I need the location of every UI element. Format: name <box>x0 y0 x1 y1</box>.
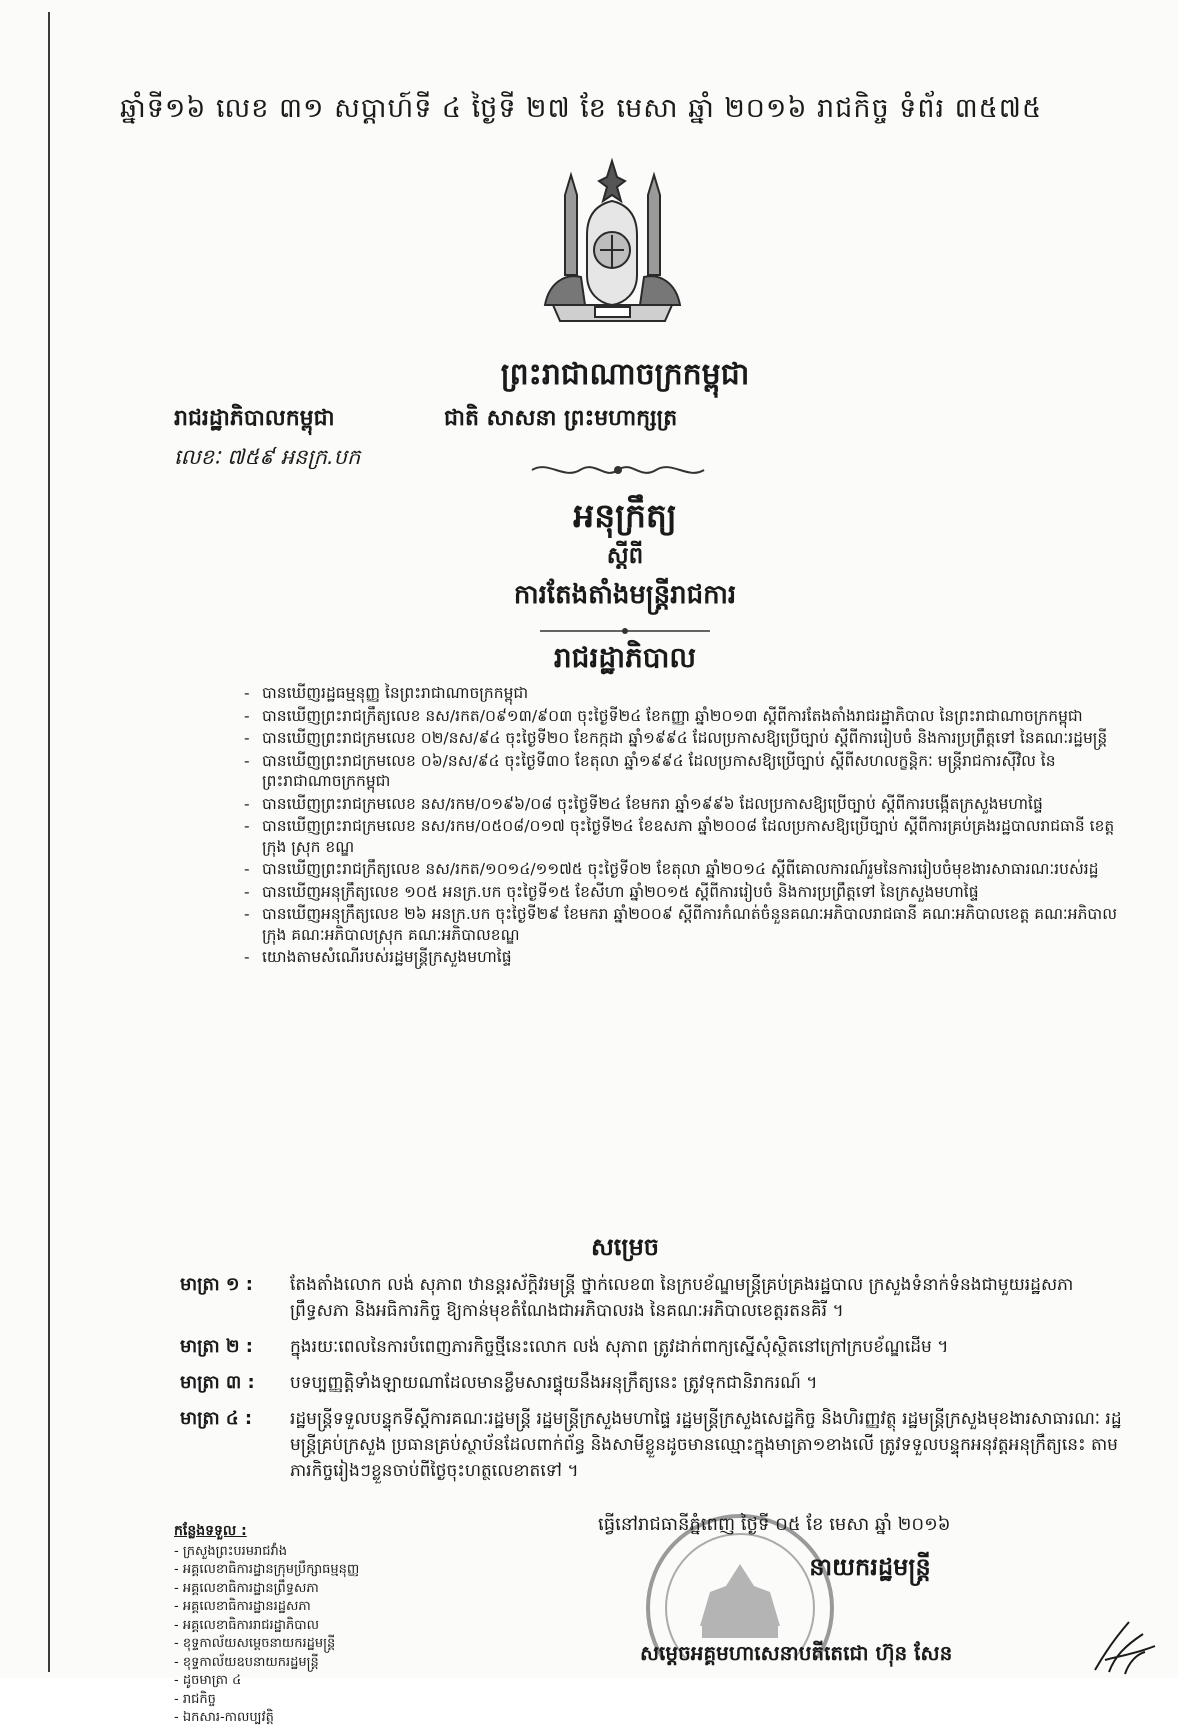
visa-item: - យោងតាមសំណើរបស់រដ្ឋមន្ត្រីក្រសួងមហាផ្ទៃ <box>244 947 1124 968</box>
recipients-title: កន្លែងទទួល : <box>174 1523 247 1539</box>
article-label: មាត្រា ១ : <box>180 1274 253 1295</box>
article-4 <box>180 1406 1130 1484</box>
article-2 <box>180 1334 1130 1360</box>
visa-item: - បានឃើញព្រះរាជក្រមលេខ ០២/នស/៩៤ ចុះថ្ងៃទី២០ ខែកក្កដា ឆ្នាំ១៩៩៤ ដែលប្រកាសឱ្យប្រើច្បាប់ ស្តីពីការរៀបចំ និងការប្រព្រឹត្តទៅ នៃគណៈរដ្ឋមន្ត្រី <box>244 728 1124 749</box>
visa-item: - បានឃើញអនុក្រឹត្យលេខ ១០៥ អនក្រ.បក ចុះថ្ងៃទី១៥ ខែសីហា ឆ្នាំ២០១៥ ស្តីពីការរៀបចំ និងការប្រព្រឹត្តទៅ នៃក្រសួងមហាផ្ទៃ <box>244 882 1124 903</box>
separator-ornament-icon <box>540 626 710 636</box>
visa-item: - បានឃើញព្រះរាជក្រឹត្យលេខ នស/រកត/០៩១៣/៩០៣ ចុះថ្ងៃទី២៤ ខែកញ្ញា ឆ្នាំ២០១៣ ស្តីពីការតែងតាំងរាជរដ្ឋាភិបាល នៃព្រះរាជាណាចក្រកម្ពុជា <box>244 706 1124 727</box>
recipient-item: - ដូចមាត្រា ៤ <box>174 1672 434 1691</box>
recipient-item: - អគ្គលេខាធិការដ្ឋានរដ្ឋសភា <box>174 1598 434 1617</box>
visa-item: - បានឃើញអនុក្រឹត្យលេខ ២៦ អនក្រ.បក ចុះថ្ងៃទី២៩ ខែមករា ឆ្នាំ២០០៩ ស្តីពីការកំណត់ចំនួនគណៈអភិបាលរាជធានី គណៈអភិបាលខេត្ត គណៈអភិបាលក្រុង គណៈអភិបាលស្រុក គណៈអភិបាលខណ្ឌ <box>244 904 1124 945</box>
visa-item: - បានឃើញរដ្ឋធម្មនុញ្ញ នៃព្រះរាជាណាចក្រកម្ពុជា <box>244 683 1124 704</box>
document-type: អនុក្រឹត្យ <box>573 496 677 535</box>
recipient-item: - ខុទ្ទកាល័យសម្តេចនាយករដ្ឋមន្ត្រី <box>174 1635 434 1654</box>
recipient-item: - រាជកិច្ច <box>174 1691 434 1710</box>
article-text: បទប្បញ្ញត្តិទាំងឡាយណាដែលមានខ្លឹមសារផ្ទុយនឹងអនុក្រឹត្យនេះ ត្រូវទុកជានិរាករណ៍ ។ <box>290 1373 818 1393</box>
article-text: តែងតាំងលោក លង់ សុភាព ឋានន្តរស័ក្តិវរមន្ត្រី ថ្នាក់លេខ៣ នៃក្របខ័ណ្ឌមន្ត្រីគ្រប់គ្រងរដ្ឋបាល ក្រសួងទំនាក់ទំនងជាមួយរដ្ឋសភា ព្រឹទ្ធសភា និងអធិការកិច្ច ឱ្យកាន់មុខតំណែងជាអភិបាលរង នៃគណៈអភិបាលខេត្តរតនគិរី ។ <box>290 1275 1074 1321</box>
government-name: រាជរដ្ឋាភិបាលកម្ពុជា <box>174 406 335 431</box>
document-about: ស្តីពី <box>606 543 644 569</box>
visa-item: - បានឃើញព្រះរាជក្រមលេខ ០៦/នស/៩៤ ចុះថ្ងៃទី៣០ ខែតុលា ឆ្នាំ១៩៩៤ ដែលប្រកាសឱ្យប្រើច្បាប់ ស្តីពីសហលក្ខន្តិកៈ មន្ត្រីរាជការស៊ីវិល នៃព្រះរាជាណាចក្រកម្ពុជា <box>244 751 1124 792</box>
decision-heading: សម្រេច <box>590 1233 660 1261</box>
article-label: មាត្រា ៤ : <box>180 1408 253 1429</box>
royal-coat-of-arms-icon <box>525 155 700 335</box>
kingdom-title: ព្រះរាជាណាចក្រកម្ពុជា <box>500 357 750 392</box>
ornament-divider-icon <box>528 458 708 482</box>
handwritten-signature-icon <box>1085 1616 1165 1676</box>
signatory-title: នាយករដ្ឋមន្ត្រី <box>809 1553 931 1581</box>
recipient-item: - ខុទ្ទកាល័យឧបនាយករដ្ឋមន្ត្រី <box>174 1654 434 1673</box>
document-subject: ការតែងតាំងមន្ត្រីរាជការ <box>513 580 737 610</box>
recipient-item: - អគ្គលេខាធិការដ្ឋានព្រឹទ្ធសភា <box>174 1580 434 1599</box>
visa-list <box>244 683 1124 970</box>
recipient-item: - អគ្គលេខាធិការដ្ឋានក្រុមប្រឹក្សាធម្មនុញ្ញ <box>174 1561 434 1580</box>
article-text: ក្នុងរយៈពេលនៃការបំពេញភារកិច្ចថ្មីនេះលោក លង់ សុភាព ត្រូវដាក់ពាក្យស្នើសុំស្ថិតនៅក្រៅក្របខ័ណ្ឌដើម ។ <box>290 1337 949 1357</box>
recipients-block <box>174 1522 434 1728</box>
date-line: ធ្វើនៅរាជធានីភ្នំពេញ ថ្ងៃទី ០៥ ខែ មេសា ឆ្នាំ ២០១៦ <box>598 1514 951 1535</box>
visa-item: - បានឃើញព្រះរាជក្រមលេខ នស/រកម/០៥០៨/០១៧ ចុះថ្ងៃទី២៤ ខែឧសភា ឆ្នាំ២០០៨ ដែលប្រកាសឱ្យប្រើច្បាប់ ស្តីពីការគ្រប់គ្រងរដ្ឋបាលរាជធានី ខេត្ត ក្រុង ស្រុក ខណ្ឌ <box>244 816 1124 857</box>
binding-line <box>48 12 50 1672</box>
recipient-item: - ឯកសារ-កាលប្បវត្តិ <box>174 1709 434 1728</box>
recipient-item: - ក្រសួងព្រះបរមរាជវាំង <box>174 1543 434 1562</box>
recipient-item: - អគ្គលេខាធិការរាជរដ្ឋាភិបាល <box>174 1617 434 1636</box>
visa-item: - បានឃើញព្រះរាជក្រឹត្យលេខ នស/រកត/១០១៤/១១៧៥ ចុះថ្ងៃទី០២ ខែតុលា ឆ្នាំ២០១៤ ស្តីពីគោលការណ៍រួមនៃការរៀបចំមុខងារសាធារណៈរបស់រដ្ឋ <box>244 859 1124 880</box>
article-label: មាត្រា ៣ : <box>180 1372 255 1393</box>
article-label: មាត្រា ២ : <box>180 1336 253 1357</box>
article-text: រដ្ឋមន្ត្រីទទួលបន្ទុកទីស្តីការគណៈរដ្ឋមន្ត្រី រដ្ឋមន្ត្រីក្រសួងមហាផ្ទៃ រដ្ឋមន្ត្រីក្រសួងសេដ្ឋកិច្ច និងហិរញ្ញវត្ថុ រដ្ឋមន្ត្រីក្រសួងមុខងារសាធារណៈ រដ្ឋមន្ត្រីគ្រប់ក្រសួង ប្រធានគ្រប់ស្ថាប័នដែលពាក់ព័ន្ធ និងសាមីខ្លួនដូចមានឈ្មោះក្នុងមាត្រា១ខាងលើ ត្រូវទទួលបន្ទុកអនុវត្តអនុក្រឹត្យនេះ តាមភារកិច្ចរៀងៗខ្លួនចាប់ពីថ្ងៃចុះហត្ថលេខាតទៅ ។ <box>290 1409 1122 1481</box>
article-1 <box>180 1272 1130 1324</box>
signatory-name: សម្តេចអគ្គមហាសេនាបតីតេជោ ហ៊ុន សែន <box>640 1641 953 1665</box>
visa-item: - បានឃើញព្រះរាជក្រមលេខ នស/រកម/០១៩៦/០៨ ចុះថ្ងៃទី២៤ ខែមករា ឆ្នាំ១៩៩៦ ដែលប្រកាសឱ្យប្រើច្បាប់ ស្តីពីការបង្កើតក្រសួងមហាផ្ទៃ <box>244 794 1124 815</box>
document-number: លេខៈ ៧៥៩ អនក្រ.បក <box>174 445 361 469</box>
gazette-header: ឆ្នាំទី១៦ លេខ ៣១ សប្តាហ៍ទី ៤ ថ្ងៃទី ២៧ ខែ មេសា ឆ្នាំ ២០១៦ រាជកិច្ច ទំព័រ ៣៥៧៥ <box>120 93 1043 124</box>
issuing-authority: រាជរដ្ឋាភិបាល <box>553 641 697 674</box>
article-3 <box>180 1370 1130 1396</box>
recipients-list <box>174 1543 434 1728</box>
national-motto: ជាតិ សាសនា ព្រះមហាក្សត្រ <box>444 406 678 431</box>
